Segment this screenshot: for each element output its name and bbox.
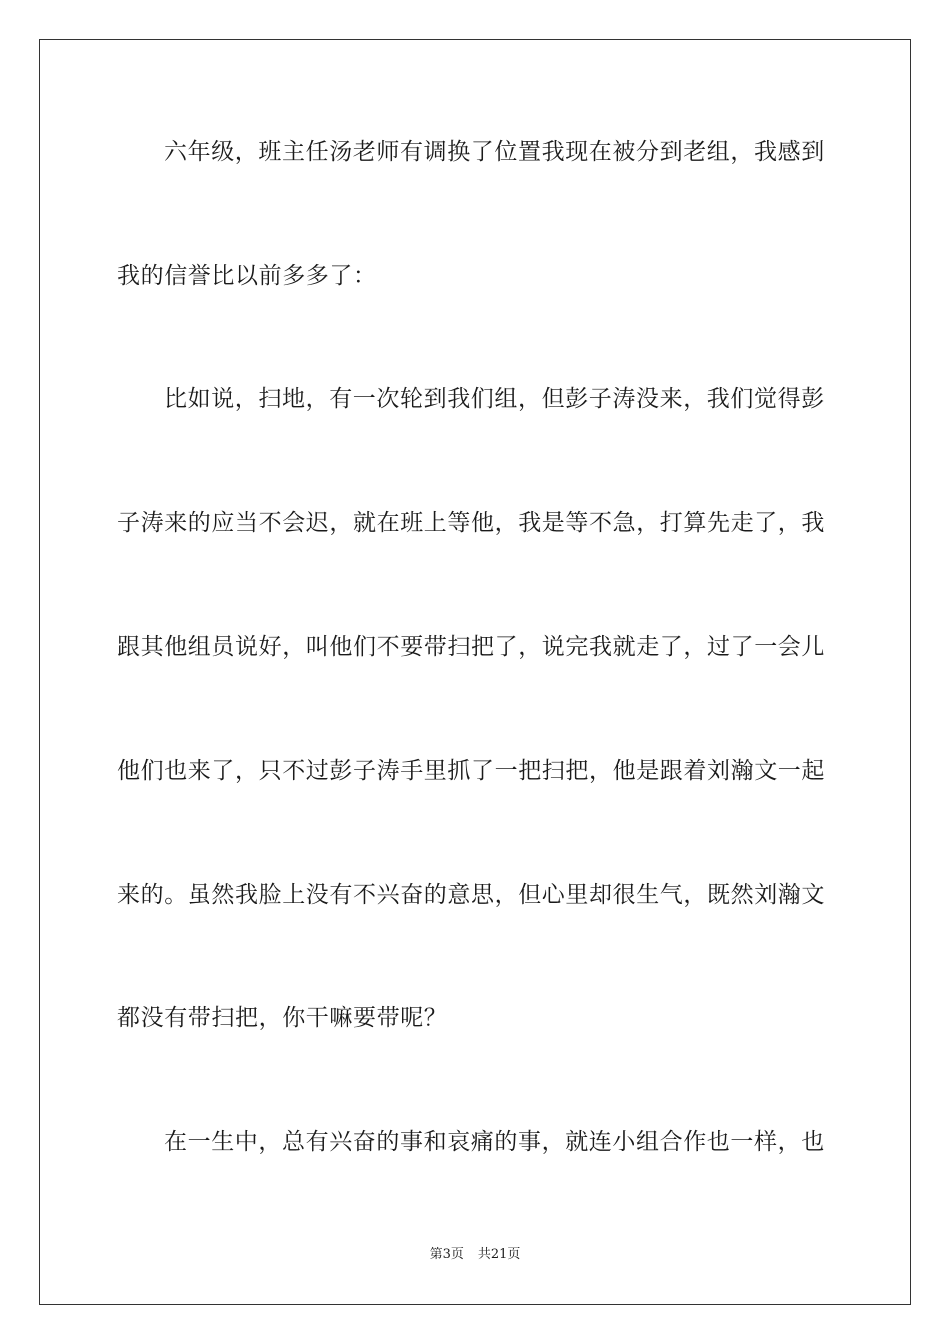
- paragraph-line-6: 他们也来了，只不过彭子涛手里抓了一把扫把，他是跟着刘瀚文一起: [117, 758, 825, 784]
- paragraph-line-7: 来的。虽然我脸上没有不兴奋的意思，但心里却很生气，既然刘瀚文: [117, 882, 825, 908]
- page-number: 第3页: [429, 1247, 464, 1262]
- paragraph-line-3: 比如说，扫地，有一次轮到我们组，但彭子涛没来，我们觉得彭: [164, 386, 825, 412]
- page-border: [39, 39, 911, 1305]
- paragraph-line-8: 都没有带扫把，你干嘛要带呢？: [117, 1005, 448, 1031]
- page-footer: [0, 1246, 950, 1264]
- page-total: 共21页: [477, 1247, 521, 1262]
- paragraph-line-4: 子涛来的应当不会迟，就在班上等他，我是等不急，打算先走了，我: [117, 510, 825, 536]
- paragraph-line-2: 我的信誉比以前多多了：: [117, 263, 377, 289]
- paragraph-line-9: 在一生中，总有兴奋的事和哀痛的事，就连小组合作也一样，也: [164, 1129, 825, 1155]
- paragraph-line-5: 跟其他组员说好，叫他们不要带扫把了，说完我就走了，过了一会儿: [117, 634, 825, 660]
- paragraph-line-1: 六年级，班主任汤老师有调换了位置我现在被分到老组，我感到: [164, 139, 825, 165]
